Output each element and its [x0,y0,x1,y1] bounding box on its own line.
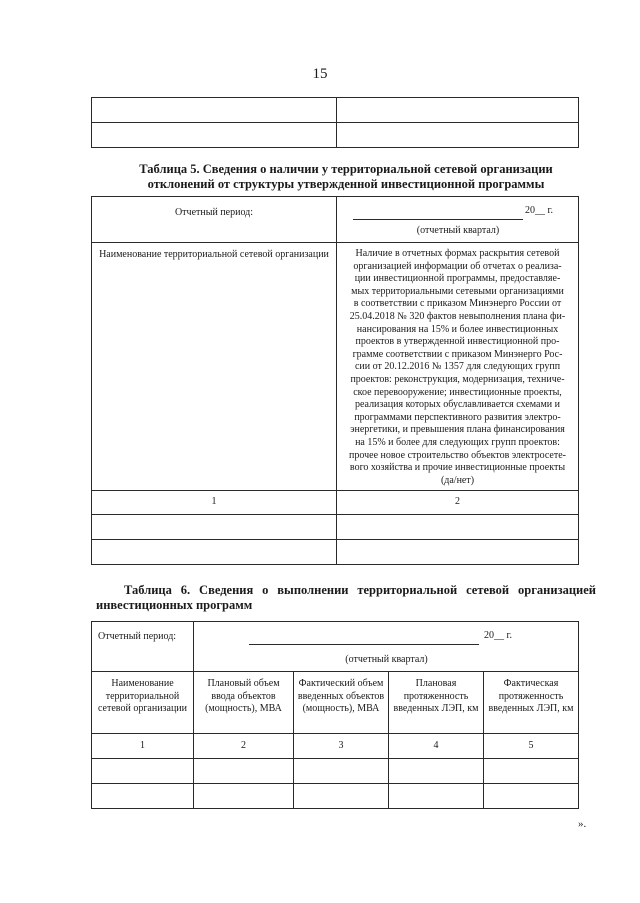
period-blank-line [353,207,523,220]
col2-header-line: на 15% и более для следующих групп проектов: [355,436,560,448]
period-label: Отчетный период: [174,207,254,218]
previous-table-tail [91,97,579,148]
col2-header-line: вого хозяйства и прочие инвестиционные проекты [349,462,566,474]
col2-header-line: в соответствии с приказом Минэнерго России от [353,298,562,310]
table-cell [294,784,389,809]
table5-period-value-cell [337,197,579,243]
column-number: 2 [337,491,579,515]
table-cell [92,98,337,123]
table-cell [194,759,294,784]
table-cell [194,784,294,809]
col2-header-line: ции инвестиционной программы, предоставляе- [354,273,561,285]
year-text: 20__ г. [525,205,553,216]
header-text: Плановая протяженность введенных ЛЭП, км [393,678,479,715]
table6-title: Таблица 6. Сведения о выполнении территориальной сетевой организацией инвестиционных программ [96,583,596,612]
table5-title-line: Таблица 5. Сведения о наличии у территориальной сетевой организации [139,162,553,176]
table6 [91,621,579,809]
table5-title [96,162,596,192]
period-label: Отчетный период: [98,631,177,642]
column-number: 3 [294,734,389,759]
table-cell [92,123,337,148]
table-cell [92,759,194,784]
col2-header-line: проектов в утвержденной инвестиционной про- [355,336,560,348]
table-cell [337,98,579,123]
col2-header-line: организацией информации об отчетах о реализа- [353,260,562,272]
col1-header-text: Наименование территориальной сетевой организации [99,249,329,260]
header-text: Фактический объем введенных объектов (мощность), МВА [297,678,385,715]
quarter-caption: (отчетный квартал) [416,225,500,236]
col2-header-line: программами перспективного развития электро- [354,411,561,423]
table5-col2-header [337,243,579,491]
table5-title-line: отклонений от структуры утвержденной инвестиционной программы [147,177,545,191]
year-text: 20__ г. [484,630,512,641]
col2-header-line: мых территориальными сетевыми организациями [351,285,564,297]
column-number: 5 [484,734,579,759]
col2-header-line: нансирования на 15% и более инвестиционных [356,323,559,335]
table6-header-cell [194,672,294,734]
column-number: 4 [389,734,484,759]
table-cell [337,515,579,540]
table6-header-cell [294,672,389,734]
table-cell [92,784,194,809]
column-number: 1 [92,734,194,759]
col2-header-line: реализация которых обуславливается схемами и [354,399,561,411]
closing-quote: ». [578,818,587,830]
header-text: Фактическая протяженность введенных ЛЭП, км [488,678,574,715]
table-cell [337,540,579,565]
table5-period-label-cell [92,197,337,243]
column-number: 2 [194,734,294,759]
col2-header-line: ское перевооружение; инвестиционные проекты, [353,386,562,398]
col2-header-line: сии от 20.12.2016 № 1357 для следующих групп [354,361,561,373]
table5 [91,196,579,565]
table6-header-cell [389,672,484,734]
table-cell [294,759,389,784]
header-text: Наименование территориальной сетевой организации [98,678,187,715]
table-cell [484,784,579,809]
table6-period-label-cell [92,622,194,672]
col2-header-text [337,243,578,487]
page-number: 15 [312,66,328,82]
col2-header-line: проектов: реконструкция, модернизация, техниче- [350,373,565,385]
period-blank-line [249,632,479,645]
header-text: Плановый объем ввода объектов (мощность), МВА [205,678,282,715]
column-number: 1 [92,491,337,515]
col2-header-line: прочее новое строительство объектов электросете- [349,449,566,461]
col2-header-line: (да/нет) [440,474,475,486]
col2-header-line: Наличие в отчетных формах раскрытия сетевой [355,248,560,259]
table-cell [92,540,337,565]
table-cell [389,784,484,809]
quarter-caption: (отчетный квартал) [345,654,428,665]
col2-header-line: 25.04.2018 № 320 фактов невыполнения плана фи- [349,310,566,322]
table5-col1-header [92,243,337,491]
table-cell [337,123,579,148]
table-cell [484,759,579,784]
table6-header-cell [484,672,579,734]
col2-header-line: грамме соответствии с приказом Минэнерго Рос- [352,348,563,360]
table-cell [389,759,484,784]
table-cell [92,515,337,540]
col2-header-line: энергетики, и превышения плана финансирования [350,424,565,436]
table6-period-value-cell [194,622,579,672]
table6-header-cell [92,672,194,734]
